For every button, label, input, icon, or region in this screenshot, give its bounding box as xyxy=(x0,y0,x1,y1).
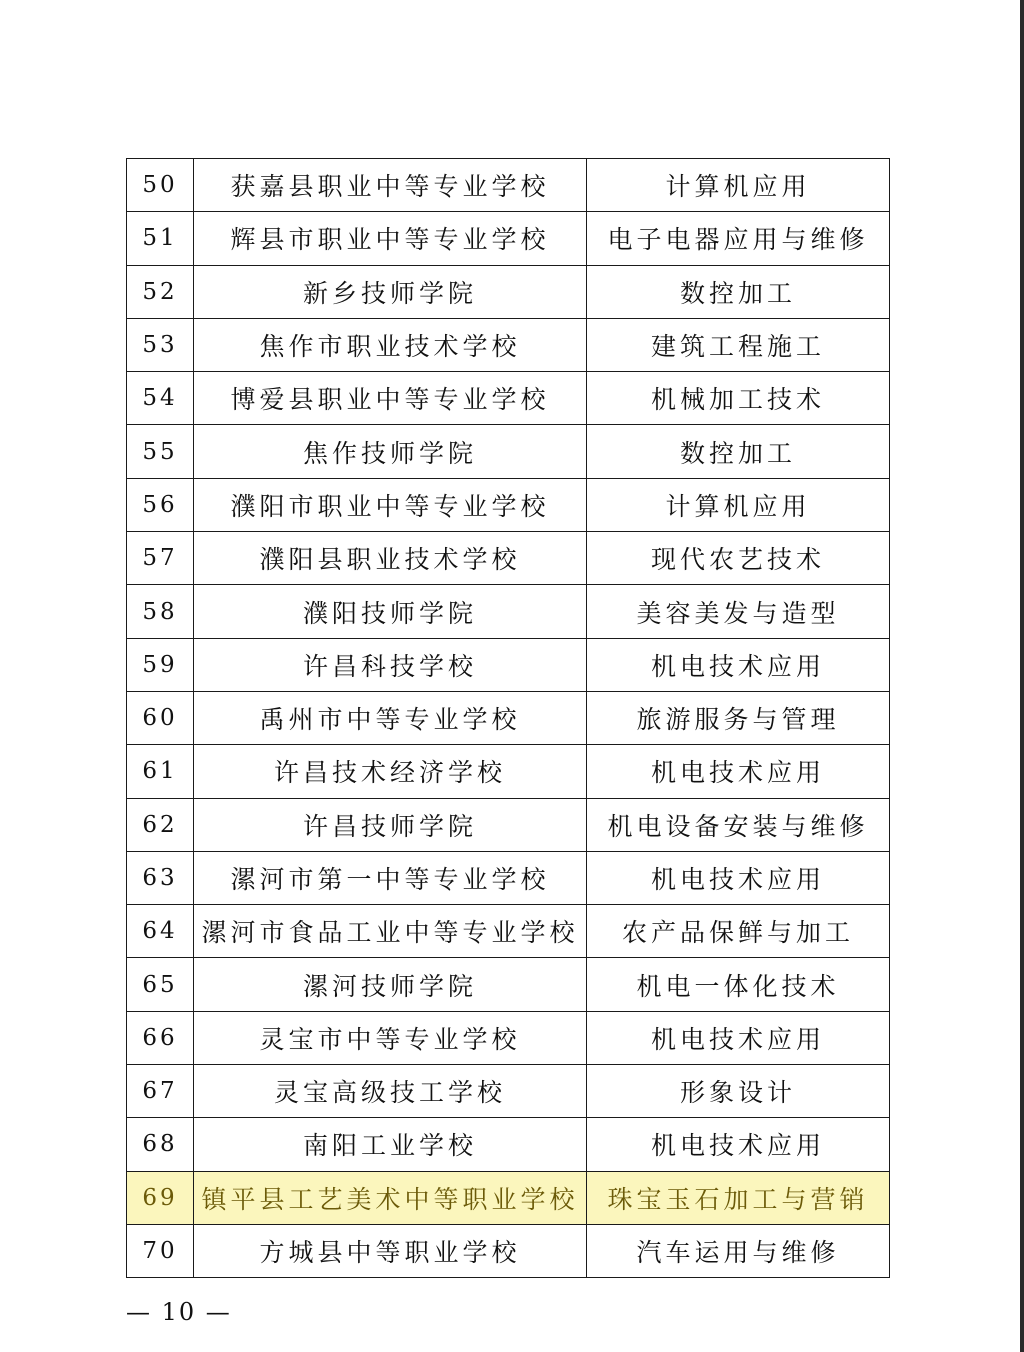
major-name: 数控加工 xyxy=(587,265,890,318)
school-name: 南阳工业学校 xyxy=(194,1118,587,1171)
major-name: 机电技术应用 xyxy=(587,745,890,798)
row-number: 60 xyxy=(127,691,194,744)
row-number: 52 xyxy=(127,265,194,318)
row-number: 69 xyxy=(127,1171,194,1224)
row-number: 55 xyxy=(127,425,194,478)
row-number: 56 xyxy=(127,478,194,531)
row-number: 64 xyxy=(127,905,194,958)
school-name: 方城县中等职业学校 xyxy=(194,1224,587,1277)
school-name: 禹州市中等专业学校 xyxy=(194,691,587,744)
school-name: 辉县市职业中等专业学校 xyxy=(194,212,587,265)
row-number: 67 xyxy=(127,1065,194,1118)
school-name: 焦作技师学院 xyxy=(194,425,587,478)
table-row xyxy=(127,638,890,691)
table-row xyxy=(127,265,890,318)
major-name: 计算机应用 xyxy=(587,478,890,531)
row-number: 66 xyxy=(127,1011,194,1064)
table-row xyxy=(127,478,890,531)
major-name: 机电技术应用 xyxy=(587,638,890,691)
major-name: 机电技术应用 xyxy=(587,851,890,904)
major-name: 形象设计 xyxy=(587,1065,890,1118)
school-name: 许昌技师学院 xyxy=(194,798,587,851)
school-name: 许昌技术经济学校 xyxy=(194,745,587,798)
table-row xyxy=(127,1224,890,1277)
table-row xyxy=(127,1065,890,1118)
school-name: 获嘉县职业中等专业学校 xyxy=(194,159,587,212)
row-number: 54 xyxy=(127,372,194,425)
major-name: 机电技术应用 xyxy=(587,1118,890,1171)
row-number: 53 xyxy=(127,318,194,371)
row-number: 58 xyxy=(127,585,194,638)
table-row xyxy=(127,532,890,585)
table-row xyxy=(127,851,890,904)
school-name: 漯河市第一中等专业学校 xyxy=(194,851,587,904)
row-number: 61 xyxy=(127,745,194,798)
major-name: 美容美发与造型 xyxy=(587,585,890,638)
major-name: 旅游服务与管理 xyxy=(587,691,890,744)
school-name: 博爱县职业中等专业学校 xyxy=(194,372,587,425)
school-name: 漯河市食品工业中等专业学校 xyxy=(194,905,587,958)
major-name: 数控加工 xyxy=(587,425,890,478)
row-number: 68 xyxy=(127,1118,194,1171)
school-name: 焦作市职业技术学校 xyxy=(194,318,587,371)
major-name: 建筑工程施工 xyxy=(587,318,890,371)
row-number: 65 xyxy=(127,958,194,1011)
school-name: 灵宝市中等专业学校 xyxy=(194,1011,587,1064)
school-name: 镇平县工艺美术中等职业学校 xyxy=(194,1171,587,1224)
table-row xyxy=(127,745,890,798)
major-name: 现代农艺技术 xyxy=(587,532,890,585)
table-row xyxy=(127,212,890,265)
table-row xyxy=(127,958,890,1011)
major-name: 计算机应用 xyxy=(587,159,890,212)
school-name: 新乡技师学院 xyxy=(194,265,587,318)
table-row xyxy=(127,798,890,851)
table-row xyxy=(127,318,890,371)
table-row xyxy=(127,1118,890,1171)
table-row xyxy=(127,372,890,425)
row-number: 62 xyxy=(127,798,194,851)
major-name: 机电设备安装与维修 xyxy=(587,798,890,851)
major-name: 农产品保鲜与加工 xyxy=(587,905,890,958)
table-row xyxy=(127,425,890,478)
school-name: 濮阳技师学院 xyxy=(194,585,587,638)
major-name: 汽车运用与维修 xyxy=(587,1224,890,1277)
table-row xyxy=(127,1011,890,1064)
school-name: 许昌科技学校 xyxy=(194,638,587,691)
major-name: 机电一体化技术 xyxy=(587,958,890,1011)
table-row xyxy=(127,585,890,638)
row-number: 59 xyxy=(127,638,194,691)
table-row xyxy=(127,691,890,744)
page-number: — 10 — xyxy=(126,1298,232,1326)
table-row-highlighted xyxy=(127,1171,890,1224)
school-name: 灵宝高级技工学校 xyxy=(194,1065,587,1118)
school-major-table xyxy=(126,158,890,1278)
row-number: 51 xyxy=(127,212,194,265)
major-name: 机械加工技术 xyxy=(587,372,890,425)
major-name: 机电技术应用 xyxy=(587,1011,890,1064)
page-edge-shadow xyxy=(1020,0,1024,1352)
school-name: 濮阳市职业中等专业学校 xyxy=(194,478,587,531)
row-number: 63 xyxy=(127,851,194,904)
major-name: 珠宝玉石加工与营销 xyxy=(587,1171,890,1224)
major-name: 电子电器应用与维修 xyxy=(587,212,890,265)
row-number: 50 xyxy=(127,159,194,212)
row-number: 70 xyxy=(127,1224,194,1277)
table-row xyxy=(127,905,890,958)
row-number: 57 xyxy=(127,532,194,585)
table-row xyxy=(127,159,890,212)
school-name: 濮阳县职业技术学校 xyxy=(194,532,587,585)
school-name: 漯河技师学院 xyxy=(194,958,587,1011)
